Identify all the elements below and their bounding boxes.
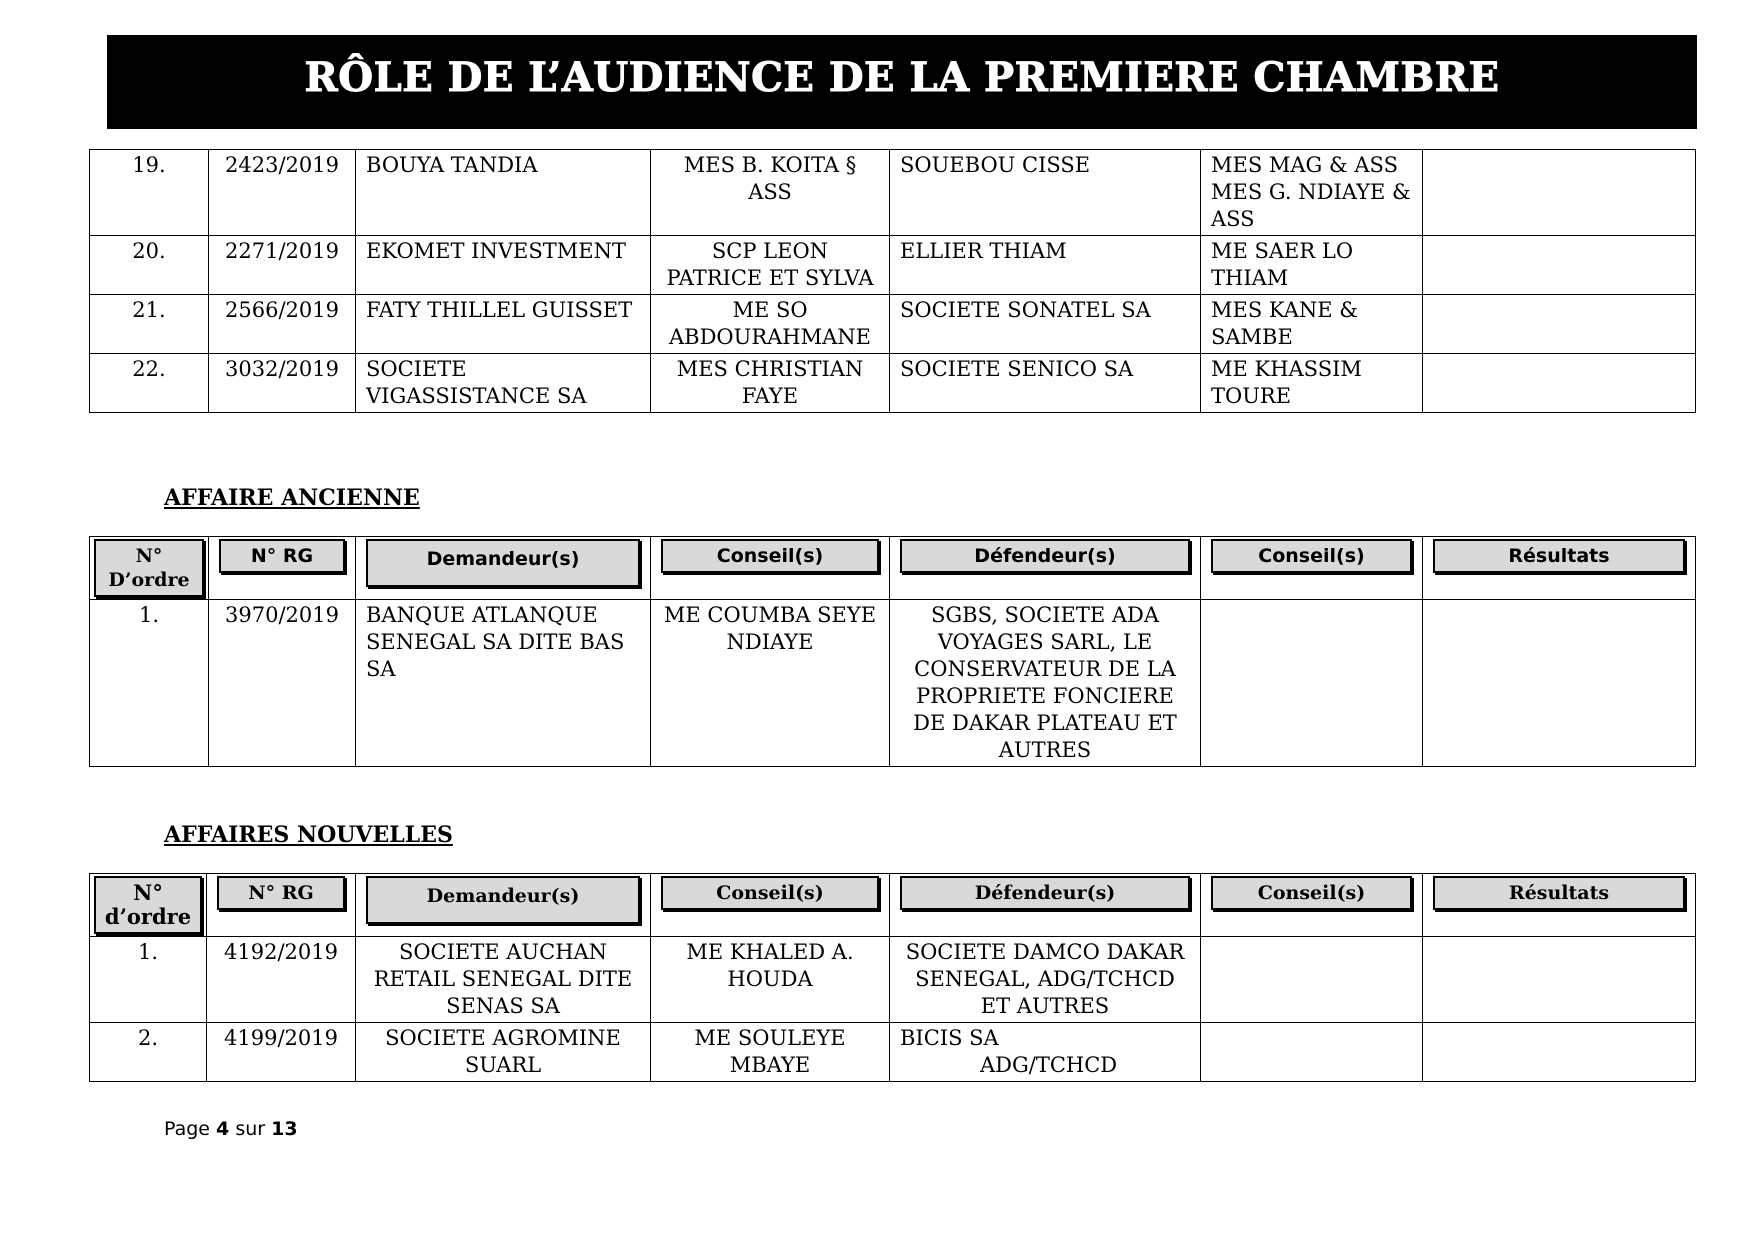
- section-title-ancienne: AFFAIRE ANCIENNE: [164, 485, 420, 511]
- page-total: 13: [271, 1118, 298, 1140]
- resultats-cell: [1423, 600, 1696, 767]
- conseil-defendeur-cell: [1201, 600, 1423, 767]
- header-label-conseil-dem: Conseil(s): [661, 876, 879, 910]
- affaires-nouvelles-table: [89, 873, 1696, 1082]
- resultats-cell: [1423, 236, 1696, 295]
- demandeur-cell: BOUYA TANDIA: [356, 150, 651, 236]
- table-row: [90, 354, 1696, 413]
- header-cell-defendeur: [890, 874, 1201, 937]
- ordre-cell: 20.: [90, 236, 209, 295]
- conseil-defendeur-cell: [1201, 1023, 1423, 1082]
- ordre-cell: 22.: [90, 354, 209, 413]
- header-cell-conseil-def: [1201, 874, 1423, 937]
- ordre-cell: 21.: [90, 295, 209, 354]
- conseil-demandeur-cell: ME COUMBA SEYE NDIAYE: [651, 600, 890, 767]
- header-label-ordre: N° d’ordre: [94, 876, 202, 934]
- resultats-cell: [1423, 937, 1696, 1023]
- conseil-demandeur-cell: SCP LEON PATRICE ET SYLVA: [651, 236, 890, 295]
- header-cell-ordre: [90, 874, 207, 937]
- resultats-cell: [1423, 295, 1696, 354]
- defendeur-cell: ELLIER THIAM: [890, 236, 1201, 295]
- resultats-cell: [1423, 150, 1696, 236]
- header-cell-rg: [209, 537, 356, 600]
- table-row: [90, 150, 1696, 236]
- demandeur-cell: SOCIETE AUCHAN RETAIL SENEGAL DITE SENAS SA: [356, 937, 651, 1023]
- continuation-table: [89, 149, 1696, 413]
- conseil-demandeur-cell: ME SOULEYE MBAYE: [651, 1023, 890, 1082]
- header-cell-conseil-dem: [651, 874, 890, 937]
- demandeur-cell: SOCIETE VIGASSISTANCE SA: [356, 354, 651, 413]
- header-label-conseil-dem: Conseil(s): [661, 539, 879, 573]
- header-label-defendeur: Défendeur(s): [900, 539, 1190, 573]
- rg-cell: 4192/2019: [207, 937, 356, 1023]
- page-footer: [164, 1118, 298, 1140]
- conseil-defendeur-cell: MES MAG & ASS MES G. NDIAYE & ASS: [1201, 150, 1423, 236]
- defendeur-cell: SOUEBOU CISSE: [890, 150, 1201, 236]
- section-title-nouvelles: AFFAIRES NOUVELLES: [164, 822, 453, 848]
- header-row: [90, 874, 1696, 937]
- demandeur-cell: FATY THILLEL GUISSET: [356, 295, 651, 354]
- table-row: [90, 1023, 1696, 1082]
- rg-cell: 2271/2019: [209, 236, 356, 295]
- defendeur-cell: SGBS, SOCIETE ADA VOYAGES SARL, LE CONSERVATEUR DE LA PROPRIETE FONCIERE DE DAKAR PLATEAU ET AUTRES: [890, 600, 1201, 767]
- conseil-defendeur-cell: [1201, 937, 1423, 1023]
- header-cell-conseil-def: [1201, 537, 1423, 600]
- rg-cell: 3032/2019: [209, 354, 356, 413]
- rg-cell: 2566/2019: [209, 295, 356, 354]
- conseil-demandeur-cell: MES B. KOITA § ASS: [651, 150, 890, 236]
- header-label-defendeur: Défendeur(s): [900, 876, 1190, 910]
- rg-cell: 3970/2019: [209, 600, 356, 767]
- header-label-demandeur: Demandeur(s): [366, 876, 640, 924]
- header-label-conseil-def: Conseil(s): [1211, 876, 1412, 910]
- header-cell-conseil-dem: [651, 537, 890, 600]
- conseil-defendeur-cell: MES KANE & SAMBE: [1201, 295, 1423, 354]
- header-label-rg: N° RG: [217, 876, 345, 910]
- defendeur-cell: SOCIETE SENICO SA: [890, 354, 1201, 413]
- demandeur-cell: SOCIETE AGROMINE SUARL: [356, 1023, 651, 1082]
- table-row: [90, 295, 1696, 354]
- table-row: [90, 600, 1696, 767]
- ordre-cell: 1.: [90, 600, 209, 767]
- rg-cell: 2423/2019: [209, 150, 356, 236]
- header-cell-resultats: [1423, 537, 1696, 600]
- conseil-defendeur-cell: ME SAER LO THIAM: [1201, 236, 1423, 295]
- header-label-resultats: Résultats: [1433, 876, 1685, 910]
- demandeur-cell: BANQUE ATLANQUE SENEGAL SA DITE BAS SA: [356, 600, 651, 767]
- resultats-cell: [1423, 1023, 1696, 1082]
- header-cell-resultats: [1423, 874, 1696, 937]
- defendeur-cell: SOCIETE DAMCO DAKAR SENEGAL, ADG/TCHCD ET AUTRES: [890, 937, 1201, 1023]
- defendeur-cell: [890, 1023, 1201, 1082]
- demandeur-cell: EKOMET INVESTMENT: [356, 236, 651, 295]
- header-label-demandeur: Demandeur(s): [366, 539, 640, 587]
- header-row: [90, 537, 1696, 600]
- conseil-defendeur-cell: ME KHASSIM TOURE: [1201, 354, 1423, 413]
- header-label-ordre: N° D’ordre: [94, 539, 204, 597]
- rg-cell: 4199/2019: [207, 1023, 356, 1082]
- header-cell-ordre: [90, 537, 209, 600]
- header-label-rg: N° RG: [219, 539, 345, 573]
- header-cell-defendeur: [890, 537, 1201, 600]
- page-title: RÔLE DE L’AUDIENCE DE LA PREMIERE CHAMBRE: [304, 53, 1500, 101]
- conseil-demandeur-cell: MES CHRISTIAN FAYE: [651, 354, 890, 413]
- defendeur-cell: SOCIETE SONATEL SA: [890, 295, 1201, 354]
- ordre-cell: 2.: [90, 1023, 207, 1082]
- ordre-cell: 19.: [90, 150, 209, 236]
- page-banner: [107, 35, 1697, 129]
- page-current: 4: [216, 1118, 230, 1140]
- conseil-demandeur-cell: ME KHALED A. HOUDA: [651, 937, 890, 1023]
- ordre-cell: 1.: [90, 937, 207, 1023]
- table-row: [90, 236, 1696, 295]
- header-cell-demandeur: [356, 874, 651, 937]
- defendeur-line: ADG/TCHCD: [980, 1053, 1118, 1077]
- conseil-demandeur-cell: ME SO ABDOURAHMANE: [651, 295, 890, 354]
- header-label-conseil-def: Conseil(s): [1211, 539, 1412, 573]
- page-label: Page: [164, 1118, 210, 1140]
- header-cell-rg: [207, 874, 356, 937]
- header-label-resultats: Résultats: [1433, 539, 1685, 573]
- affaire-ancienne-table: [89, 536, 1696, 767]
- defendeur-line: BICIS SA: [900, 1026, 999, 1050]
- header-cell-demandeur: [356, 537, 651, 600]
- table-row: [90, 937, 1696, 1023]
- resultats-cell: [1423, 354, 1696, 413]
- sur-label: sur: [235, 1118, 266, 1140]
